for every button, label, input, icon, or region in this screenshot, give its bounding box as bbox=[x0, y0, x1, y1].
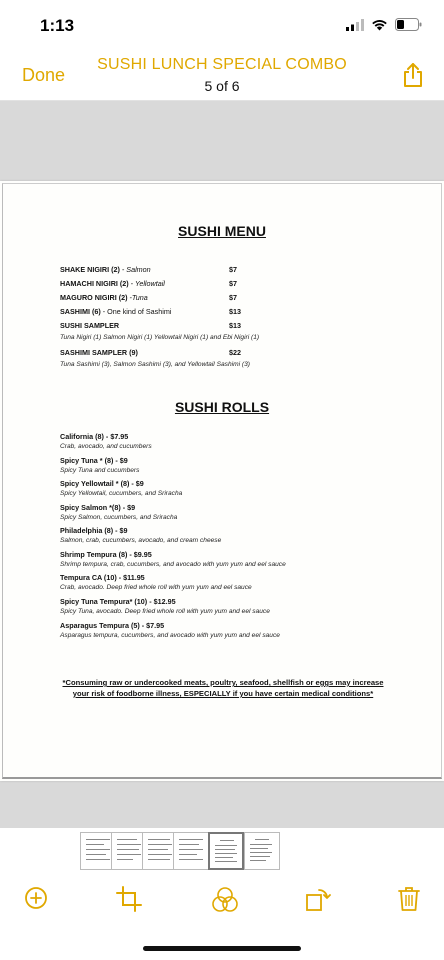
rotate-icon[interactable] bbox=[305, 886, 331, 912]
menu-item-maguro-nigiri: MAGURO NIGIRI (2) -Tuna bbox=[60, 293, 148, 302]
page-thumbnail-strip bbox=[0, 828, 444, 878]
roll-name: Spicy Yellowtail * (8) - $9 bbox=[60, 479, 144, 488]
battery-icon bbox=[395, 18, 422, 31]
roll-description: Spicy Tuna, avocado. Deep fried whole roll with yum yum and eel sauce bbox=[60, 608, 270, 615]
document-viewer[interactable] bbox=[0, 101, 444, 828]
roll-description: Asparagus tempura, cucumbers, and avocado with yum yum and eel sauce bbox=[60, 632, 280, 639]
roll-description: Spicy Yellowtail, cucumbers, and Sriracha bbox=[60, 490, 183, 497]
menu-item-shake-nigiri: SHAKE NIGIRI (2) - Salmon bbox=[60, 265, 151, 274]
menu-item-description: Tuna Sashimi (3), Salmon Sashimi (3), and Yellowtail Sashimi (3) bbox=[60, 361, 250, 368]
page-thumbnail[interactable] bbox=[173, 832, 209, 870]
status-icons bbox=[346, 18, 422, 31]
roll-name: Tempura CA (10) - $11.95 bbox=[60, 573, 145, 582]
done-button[interactable]: Done bbox=[22, 65, 66, 85]
menu-item-sushi-sampler: SUSHI SAMPLER bbox=[60, 321, 120, 330]
menu-item-sashimi: SASHIMI (6) - One kind of Sashimi bbox=[60, 307, 172, 316]
page-thumbnail-current[interactable] bbox=[208, 832, 244, 870]
trash-icon[interactable] bbox=[398, 886, 420, 912]
filter-icon[interactable] bbox=[211, 886, 239, 914]
bottom-toolbar bbox=[0, 878, 444, 928]
health-disclaimer: *Consuming raw or undercooked meats, poultry, seafood, shellfish or eggs may increase your risk of foodborne illness, ESPECIALLY if you have certain medical conditions* bbox=[62, 678, 384, 698]
roll-description: Salmon, crab, cucumbers, avocado, and cream cheese bbox=[60, 537, 222, 544]
document-title: SUSHI LUNCH SPECIAL COMBO bbox=[97, 56, 347, 73]
menu-item-hamachi-nigiri: HAMACHI NIGIRI (2) - Yellowtail bbox=[60, 279, 165, 288]
roll-description: Shrimp tempura, crab, cucumbers, and avocado with yum yum and eel sauce bbox=[60, 561, 286, 568]
menu-price: $22 bbox=[229, 348, 241, 357]
roll-description: Crab, avocado, and cucumbers bbox=[60, 443, 152, 450]
nav-bar bbox=[0, 48, 444, 101]
home-indicator bbox=[143, 946, 301, 951]
add-circle-icon[interactable] bbox=[24, 886, 48, 910]
menu-item-description: Tuna Nigiri (1) Salmon Nigiri (1) Yellowtail Nigiri (1) and Ebi Nigiri (1) bbox=[60, 334, 260, 341]
roll-description: Crab, avocado. Deep fried whole roll with yum yum and eel sauce bbox=[60, 584, 252, 591]
status-bar bbox=[0, 0, 444, 48]
menu-price: $13 bbox=[229, 307, 241, 316]
sushi-menu-heading: SUSHI MENU bbox=[178, 223, 266, 239]
menu-price: $7 bbox=[229, 279, 237, 288]
menu-price: $13 bbox=[229, 321, 241, 330]
page-thumbnail[interactable] bbox=[244, 832, 280, 870]
roll-name: Spicy Tuna Tempura* (10) - $12.95 bbox=[60, 597, 176, 606]
cellular-signal-icon bbox=[346, 19, 364, 31]
page-indicator: 5 of 6 bbox=[204, 78, 240, 94]
roll-name: Philadelphia (8) - $9 bbox=[60, 526, 128, 535]
roll-name: Asparagus Tempura (5) - $7.95 bbox=[60, 621, 165, 630]
share-icon[interactable] bbox=[402, 62, 424, 88]
crop-icon[interactable] bbox=[116, 886, 142, 912]
menu-item-sashimi-sampler: SASHIMI SAMPLER (9) bbox=[60, 348, 138, 357]
roll-description: Spicy Salmon, cucumbers, and Sriracha bbox=[60, 514, 178, 521]
menu-price: $7 bbox=[229, 293, 237, 302]
roll-name: Spicy Salmon *(8) - $9 bbox=[60, 503, 136, 512]
document-page bbox=[0, 181, 444, 781]
sushi-rolls-heading: SUSHI ROLLS bbox=[174, 399, 270, 415]
status-time: 1:13 bbox=[40, 16, 75, 35]
roll-name: California (8) - $7.95 bbox=[60, 432, 129, 441]
roll-name: Shrimp Tempura (8) - $9.95 bbox=[60, 550, 152, 559]
wifi-icon bbox=[371, 19, 388, 31]
roll-description: Spicy Tuna and cucumbers bbox=[60, 467, 140, 474]
menu-price: $7 bbox=[229, 265, 237, 274]
roll-name: Spicy Tuna * (8) - $9 bbox=[60, 456, 128, 465]
